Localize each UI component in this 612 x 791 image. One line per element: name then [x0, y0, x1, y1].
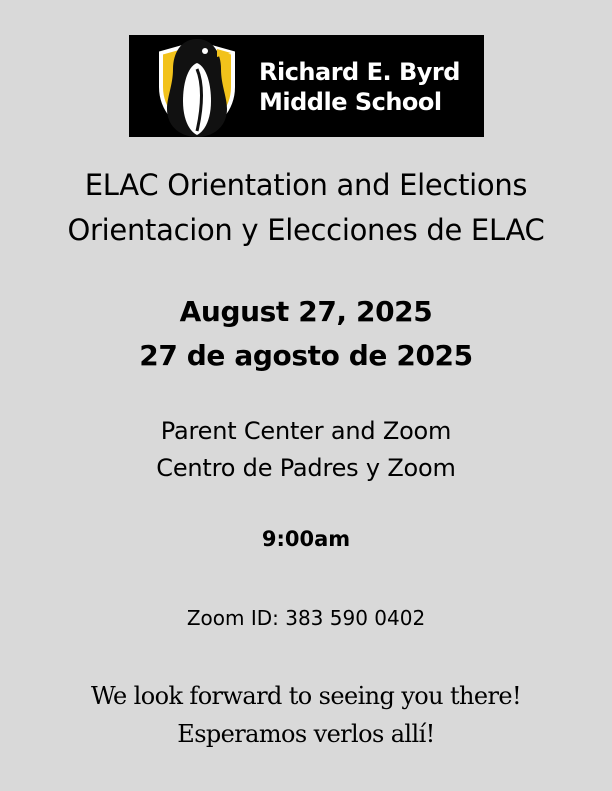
- penguin-shield-icon: [141, 35, 253, 137]
- event-location-spanish: Centro de Padres y Zoom: [156, 454, 456, 482]
- event-title-english: ELAC Orientation and Elections: [84, 168, 528, 202]
- event-date-english: August 27, 2025: [179, 295, 433, 328]
- event-date-spanish: 27 de agosto de 2025: [139, 339, 473, 372]
- school-name-line-1: Richard E. Byrd: [259, 58, 460, 86]
- closing-message-spanish: Esperamos verlos allí!: [177, 720, 435, 748]
- event-title-spanish: Orientacion y Elecciones de ELAC: [67, 213, 545, 247]
- closing-message-english: We look forward to seeing you there!: [90, 682, 522, 710]
- school-name-line-2: Middle School: [259, 88, 442, 116]
- zoom-id: Zoom ID: 383 590 0402: [186, 606, 426, 630]
- school-logo: [129, 35, 484, 137]
- event-time: 9:00am: [261, 527, 351, 551]
- event-location-english: Parent Center and Zoom: [160, 417, 452, 445]
